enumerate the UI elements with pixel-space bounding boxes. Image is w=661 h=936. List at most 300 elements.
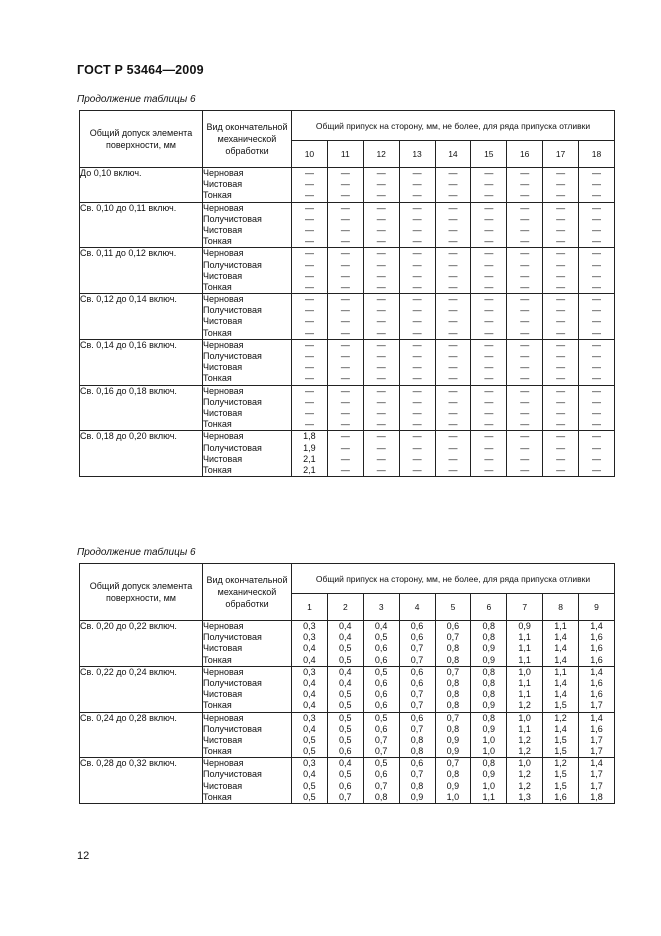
- allowance-value: —: [556, 396, 566, 407]
- machining-kind: Тонкая: [203, 654, 232, 665]
- table-row: [80, 339, 615, 385]
- allowance-value: 0,9: [446, 780, 460, 791]
- allowance-value: —: [520, 373, 530, 384]
- header-allowance: Общий припуск на сторону, мм, не более, для ряда припуска отливки: [292, 564, 615, 594]
- machining-kind: Получистовая: [203, 723, 262, 734]
- allowance-cell: [399, 385, 435, 431]
- column-header-series: 6: [471, 594, 507, 621]
- allowance-value: —: [592, 281, 601, 292]
- allowance-value: 0,6: [374, 677, 388, 688]
- allowance-value: —: [448, 202, 458, 213]
- column-header-series: 14: [435, 141, 471, 168]
- allowance-value: 0,5: [339, 734, 352, 745]
- allowance-cell: [399, 248, 435, 294]
- allowance-value: 0,4: [339, 677, 352, 688]
- allowance-cell: [399, 712, 435, 758]
- column-header-series: 2: [327, 594, 363, 621]
- allowance-value: —: [412, 453, 422, 464]
- allowance-cell: [579, 385, 615, 431]
- allowance-cell: [579, 712, 615, 758]
- allowance-value: —: [520, 248, 530, 259]
- machining-kind: Чистовая: [203, 316, 243, 327]
- column-header-series: 3: [363, 594, 399, 621]
- allowance-cell: [579, 758, 615, 804]
- allowance-cell: [292, 666, 328, 712]
- allowance-value: —: [592, 464, 601, 475]
- allowance-cell: [507, 168, 543, 203]
- allowance-cell: [327, 712, 363, 758]
- machining-kind: Чистовая: [203, 734, 243, 745]
- allowance-value: 0,4: [303, 677, 316, 688]
- machining-kind: Чистовая: [203, 643, 243, 654]
- allowance-value: —: [340, 419, 350, 430]
- allowance-value: 0,3: [303, 666, 316, 677]
- allowance-value: —: [520, 224, 530, 235]
- allowance-value: 0,5: [303, 734, 316, 745]
- allowance-value: 0,6: [374, 654, 388, 665]
- machining-kind: Чистовая: [203, 689, 243, 700]
- allowance-value: —: [376, 179, 386, 190]
- allowance-value: —: [484, 168, 494, 178]
- allowance-value: —: [556, 179, 566, 190]
- column-header-series: 18: [579, 141, 615, 168]
- allowance-value: —: [376, 464, 386, 475]
- allowance-value: —: [340, 351, 350, 361]
- allowance-cell: [471, 248, 507, 294]
- allowance-value: —: [484, 373, 494, 384]
- allowance-value: —: [412, 316, 422, 327]
- allowance-cell: [435, 712, 471, 758]
- allowance-cell: [507, 712, 543, 758]
- allowance-value: 0,5: [374, 758, 388, 769]
- tolerance-cell: Св. 0,14 до 0,16 включ.: [80, 339, 203, 385]
- allowance-value: —: [304, 281, 314, 292]
- allowance-value: —: [448, 464, 458, 475]
- allowance-value: —: [556, 407, 566, 418]
- allowance-cell: [363, 248, 399, 294]
- allowance-value: —: [556, 316, 566, 327]
- allowance-value: —: [448, 294, 458, 305]
- allowance-value: —: [520, 407, 530, 418]
- allowance-value: —: [304, 168, 314, 178]
- allowance-value: —: [556, 362, 566, 373]
- allowance-value: —: [340, 248, 350, 259]
- allowance-value: 0,6: [374, 643, 388, 654]
- allowance-value: 0,4: [339, 666, 352, 677]
- allowance-value: —: [376, 190, 386, 201]
- allowance-value: 1,2: [518, 769, 531, 780]
- allowance-value: 1,7: [590, 700, 603, 711]
- allowance-value: —: [520, 213, 530, 224]
- allowance-value: —: [304, 362, 314, 373]
- allowance-value: —: [340, 327, 350, 338]
- allowance-value: 0,5: [339, 723, 352, 734]
- allowance-value: 1,1: [518, 654, 531, 665]
- allowance-value: 1,1: [518, 689, 531, 700]
- allowance-value: —: [592, 339, 601, 350]
- machining-kind: Черновая: [203, 385, 244, 396]
- allowance-value: —: [592, 259, 601, 270]
- allowance-value: 0,5: [339, 700, 352, 711]
- allowance-value: —: [556, 190, 566, 201]
- allowance-value: —: [484, 464, 494, 475]
- tolerance-cell: Св. 0,18 до 0,20 включ.: [80, 431, 203, 477]
- allowance-value: —: [340, 373, 350, 384]
- allowance-value: —: [340, 259, 350, 270]
- allowance-cell: [327, 294, 363, 340]
- allowance-value: 1,3: [518, 791, 531, 802]
- allowance-value: 1,2: [554, 712, 567, 723]
- allowance-value: —: [556, 351, 566, 361]
- allowance-value: —: [592, 179, 601, 190]
- allowance-value: 0,7: [374, 780, 388, 791]
- allowance-value: 1,5: [554, 769, 567, 780]
- allowance-value: —: [520, 327, 530, 338]
- allowance-value: —: [448, 339, 458, 350]
- allowance-value: —: [520, 316, 530, 327]
- allowance-value: —: [556, 248, 566, 259]
- allowance-value: —: [376, 407, 386, 418]
- table-row: [80, 168, 615, 203]
- allowance-value: 0,8: [446, 677, 460, 688]
- machining-kind: Тонкая: [203, 281, 232, 292]
- allowance-value: 1,6: [590, 632, 603, 643]
- allowance-cell: [399, 294, 435, 340]
- allowance-cell: [363, 294, 399, 340]
- allowance-value: 1,4: [554, 723, 567, 734]
- allowance-value: —: [556, 385, 566, 396]
- column-header-series: 5: [435, 594, 471, 621]
- allowance-value: —: [376, 351, 386, 361]
- allowance-value: —: [520, 464, 530, 475]
- allowance-cell: [543, 294, 579, 340]
- allowance-value: —: [340, 270, 350, 281]
- machining-kind: Тонкая: [203, 700, 232, 711]
- allowance-value: —: [412, 305, 422, 316]
- allowance-value: —: [376, 396, 386, 407]
- column-header-series: 16: [507, 141, 543, 168]
- allowance-value: 1,2: [518, 700, 531, 711]
- allowance-value: —: [340, 190, 350, 201]
- allowance-value: 0,4: [303, 643, 316, 654]
- allowance-value: —: [592, 270, 601, 281]
- allowance-value: —: [340, 179, 350, 190]
- allowance-cell: [327, 385, 363, 431]
- header-machining-kind: Вид окончательной механической обработки: [203, 564, 292, 621]
- allowance-value: —: [592, 224, 601, 235]
- allowance-value: —: [556, 202, 566, 213]
- allowance-value: 1,1: [482, 791, 496, 802]
- allowance-value: —: [304, 419, 314, 430]
- allowance-value: —: [556, 373, 566, 384]
- allowance-value: 0,6: [374, 700, 388, 711]
- allowance-value: 1,4: [554, 677, 567, 688]
- machining-kind: Тонкая: [203, 464, 232, 475]
- allowance-cell: [292, 294, 328, 340]
- table-row: [80, 666, 615, 712]
- tolerance-cell: Св. 0,11 до 0,12 включ.: [80, 248, 203, 294]
- allowance-value: —: [340, 407, 350, 418]
- machining-kind-cell: [203, 202, 292, 248]
- allowance-cell: [471, 168, 507, 203]
- allowance-value: —: [592, 305, 601, 316]
- allowance-value: —: [484, 327, 494, 338]
- allowance-value: —: [376, 168, 386, 178]
- allowance-value: 1,7: [590, 769, 603, 780]
- allowance-value: —: [304, 248, 314, 259]
- allowance-value: —: [592, 442, 601, 453]
- allowance-cell: [363, 339, 399, 385]
- table-row: [80, 758, 615, 804]
- machining-kind: Черновая: [203, 248, 244, 259]
- allowance-cell: [543, 168, 579, 203]
- allowance-value: —: [448, 419, 458, 430]
- allowance-value: —: [304, 294, 314, 305]
- allowance-value: 0,8: [446, 689, 460, 700]
- allowance-value: 0,5: [374, 632, 388, 643]
- allowance-value: 0,8: [374, 791, 388, 802]
- allowance-value: —: [340, 385, 350, 396]
- allowance-value: 0,7: [410, 654, 424, 665]
- allowance-cell: [292, 202, 328, 248]
- allowance-value: —: [376, 373, 386, 384]
- allowance-value: —: [412, 351, 422, 361]
- allowance-value: —: [448, 190, 458, 201]
- allowance-value: 0,8: [482, 758, 496, 769]
- allowance-value: —: [340, 396, 350, 407]
- allowance-value: 0,7: [374, 734, 388, 745]
- allowance-cell: [543, 621, 579, 667]
- allowance-value: 0,9: [482, 654, 496, 665]
- header-machining-kind: Вид окончательной механической обработки: [203, 111, 292, 168]
- allowance-value: —: [340, 281, 350, 292]
- allowance-value: —: [520, 294, 530, 305]
- allowance-cell: [471, 666, 507, 712]
- allowance-value: 1,4: [590, 666, 603, 677]
- table-row: [80, 621, 615, 667]
- allowance-value: —: [520, 385, 530, 396]
- allowance-value: 0,8: [482, 677, 496, 688]
- tolerance-cell: Св. 0,22 до 0,24 включ.: [80, 666, 203, 712]
- allowance-value: 0,7: [446, 632, 460, 643]
- allowance-value: —: [412, 190, 422, 201]
- allowance-value: —: [412, 339, 422, 350]
- allowance-value: 0,6: [410, 758, 424, 769]
- allowance-cell: [543, 248, 579, 294]
- allowance-value: 0,3: [303, 758, 316, 769]
- allowance-cell: [327, 431, 363, 477]
- table-caption: Продолжение таблицы 6: [77, 94, 196, 105]
- allowance-cell: [435, 168, 471, 203]
- allowance-value: 0,6: [374, 769, 388, 780]
- allowance-value: 1,5: [554, 700, 567, 711]
- allowance-value: 0,9: [482, 769, 496, 780]
- allowance-value: —: [376, 431, 386, 442]
- allowance-value: 0,4: [339, 621, 352, 631]
- table-row: [80, 385, 615, 431]
- allowance-cell: [507, 621, 543, 667]
- allowance-value: —: [448, 351, 458, 361]
- allowance-value: —: [484, 362, 494, 373]
- table-row: [80, 294, 615, 340]
- allowance-value: —: [556, 236, 566, 247]
- machining-kind: Получистовая: [203, 396, 262, 407]
- allowance-value: —: [448, 213, 458, 224]
- tolerance-cell: Св. 0,16 до 0,18 включ.: [80, 385, 203, 431]
- allowance-cell: [363, 202, 399, 248]
- allowance-value: 1,8: [590, 791, 603, 802]
- allowance-value: —: [520, 270, 530, 281]
- allowance-value: 0,8: [482, 666, 496, 677]
- allowance-value: 1,6: [590, 643, 603, 654]
- allowance-value: 0,4: [339, 632, 352, 643]
- allowance-value: —: [592, 362, 601, 373]
- allowance-cell: [579, 248, 615, 294]
- allowance-cell: [507, 431, 543, 477]
- column-header-series: 15: [471, 141, 507, 168]
- allowance-value: —: [340, 442, 350, 453]
- allowance-cell: [327, 758, 363, 804]
- allowance-value: —: [556, 419, 566, 430]
- allowance-value: —: [592, 385, 601, 396]
- allowance-value: —: [592, 316, 601, 327]
- allowance-value: —: [376, 327, 386, 338]
- allowance-value: —: [376, 453, 386, 464]
- machining-kind: Чистовая: [203, 224, 243, 235]
- allowance-value: —: [376, 316, 386, 327]
- allowance-cell: [399, 431, 435, 477]
- machining-kind: Получистовая: [203, 632, 262, 643]
- allowance-value: 0,3: [303, 632, 316, 643]
- allowance-value: —: [412, 294, 422, 305]
- allowance-value: —: [412, 213, 422, 224]
- allowance-cell: [435, 666, 471, 712]
- allowance-value: 1,4: [554, 632, 567, 643]
- allowance-value: —: [376, 270, 386, 281]
- allowance-value: 1,1: [518, 677, 531, 688]
- allowance-value: —: [376, 419, 386, 430]
- allowance-value: 0,7: [446, 758, 460, 769]
- allowance-value: 0,4: [303, 723, 316, 734]
- allowance-value: —: [556, 259, 566, 270]
- table-row: [80, 431, 615, 477]
- allowance-value: 1,6: [554, 791, 567, 802]
- allowance-value: —: [304, 316, 314, 327]
- tolerance-cell: Св. 0,10 до 0,11 включ.: [80, 202, 203, 248]
- allowance-cell: [327, 339, 363, 385]
- allowance-value: —: [304, 373, 314, 384]
- allowance-value: —: [412, 236, 422, 247]
- machining-kind: Получистовая: [203, 442, 262, 453]
- allowance-value: —: [340, 236, 350, 247]
- machining-kind: Чистовая: [203, 270, 243, 281]
- allowance-value: —: [412, 259, 422, 270]
- allowance-cell: [363, 758, 399, 804]
- page-number: 12: [77, 850, 90, 862]
- allowance-value: —: [592, 213, 601, 224]
- allowance-value: —: [484, 316, 494, 327]
- allowance-value: 1,0: [518, 712, 531, 723]
- allowance-value: —: [484, 407, 494, 418]
- allowance-value: —: [556, 294, 566, 305]
- allowance-value: 0,6: [410, 621, 424, 631]
- allowance-value: —: [520, 339, 530, 350]
- machining-kind: Тонкая: [203, 746, 232, 757]
- machining-kind: Черновая: [203, 168, 244, 178]
- allowance-value: —: [592, 294, 601, 305]
- machining-kind: Черновая: [203, 202, 244, 213]
- allowance-value: —: [340, 464, 350, 475]
- allowance-value: 0,9: [410, 791, 424, 802]
- allowance-cell: [292, 339, 328, 385]
- header-tolerance: Общий допуск элемента поверхности, мм: [80, 111, 203, 168]
- allowance-cell: [507, 339, 543, 385]
- allowance-value: 0,6: [446, 621, 460, 631]
- allowance-value: —: [448, 385, 458, 396]
- allowance-value: —: [376, 305, 386, 316]
- allowance-value: 2,1: [303, 464, 316, 475]
- allowance-cell: [543, 666, 579, 712]
- column-header-series: 8: [543, 594, 579, 621]
- allowance-cell: [399, 758, 435, 804]
- allowance-value: —: [340, 305, 350, 316]
- allowance-value: —: [520, 362, 530, 373]
- header-allowance: Общий припуск на сторону, мм, не более, для ряда припуска отливки: [292, 111, 615, 141]
- machining-kind: Чистовая: [203, 362, 243, 373]
- allowance-value: —: [484, 339, 494, 350]
- allowance-cell: [363, 168, 399, 203]
- machining-kind: Получистовая: [203, 677, 262, 688]
- allowance-value: 0,8: [446, 769, 460, 780]
- allowance-value: —: [592, 236, 601, 247]
- allowance-value: —: [412, 407, 422, 418]
- allowance-value: 1,1: [554, 666, 567, 677]
- allowance-value: —: [556, 464, 566, 475]
- allowance-value: —: [376, 385, 386, 396]
- machining-kind: Черновая: [203, 431, 244, 442]
- allowance-value: 0,9: [482, 723, 496, 734]
- allowance-value: —: [520, 396, 530, 407]
- column-header-series: 13: [399, 141, 435, 168]
- machining-kind-cell: [203, 621, 292, 667]
- allowance-value: —: [412, 419, 422, 430]
- allowance-value: —: [412, 431, 422, 442]
- allowance-value: 0,7: [410, 643, 424, 654]
- allowance-value: —: [448, 224, 458, 235]
- allowance-value: —: [376, 362, 386, 373]
- machining-kind: Черновая: [203, 758, 244, 769]
- allowance-value: 1,2: [518, 734, 531, 745]
- allowance-cell: [471, 758, 507, 804]
- allowance-value: —: [520, 168, 530, 178]
- table-row: [80, 712, 615, 758]
- allowance-value: 0,5: [303, 746, 316, 757]
- allowance-value: —: [304, 224, 314, 235]
- allowance-cell: [435, 758, 471, 804]
- allowance-value: —: [520, 442, 530, 453]
- allowance-value: —: [484, 294, 494, 305]
- allowance-value: 0,8: [446, 643, 460, 654]
- allowance-value: 0,5: [374, 712, 388, 723]
- allowance-value: 1,9: [303, 442, 316, 453]
- allowance-cell: [579, 666, 615, 712]
- allowance-cell: [435, 294, 471, 340]
- allowance-value: —: [304, 327, 314, 338]
- allowance-value: 1,0: [482, 746, 496, 757]
- allowance-value: 1,0: [518, 666, 531, 677]
- allowance-value: 0,5: [339, 712, 352, 723]
- allowance-cell: [435, 385, 471, 431]
